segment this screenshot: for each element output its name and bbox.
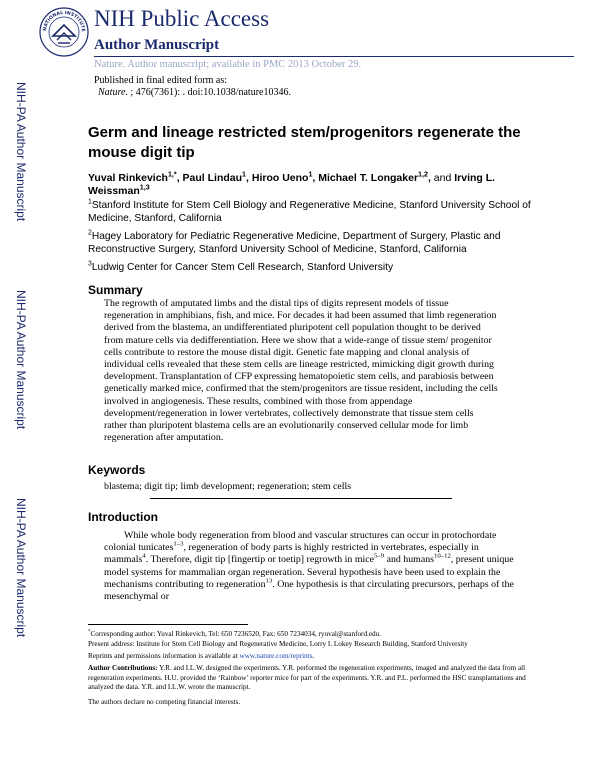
side-banner-middle	[3, 290, 28, 440]
footnote-rule	[88, 624, 248, 625]
author-list: Yuval Rinkevich$^{1,*}$, Paul Lindau$^1$, Hiroo Ueno$^1$, Michael T. Longaker$^{1,2}$, and Irving L. Weissman$^{1,3}$	[88, 170, 496, 197]
affiliation-2	[88, 230, 538, 256]
side-banner-bottom	[3, 498, 28, 648]
affiliation-text: Ludwig Center for Cancer Stem Cell Research, Stanford University	[91, 262, 394, 273]
intro-fragment: . One hypothesis is that circulating precursors, perhaps of the mesenchymal or	[104, 578, 514, 603]
side-banner-text: NIH-PA Author Manuscript	[14, 82, 28, 222]
summary-heading: Summary	[88, 283, 143, 297]
nih-seal-icon	[38, 6, 90, 58]
side-banner-text: NIH-PA Author Manuscript	[14, 498, 28, 638]
citation-details: . ; 476(7361): . doi:10.1038/nature10346.	[125, 87, 291, 98]
author-name: Hiroo Ueno	[251, 172, 309, 184]
summary-text: The regrowth of amputated limbs and the distal tips of digits represent models of tissue regeneration in amphibians, fish, and mice. For decades it had been assumed that limb regeneration derived from the blastema, an undifferentiated pluripotent cell population thought to be derived from mature cells via dedifferentiation. Here we show that a wide-range of tissue stem/ progenitor cells contribute to restore the mouse distal digit. Genetic fate mapping and clonal analysis of individual cells revealed that these stem cells are lineage restricted, mimicking digit growth during development. Transplantation of CFP expressing hematopoietic stem cells, and parabiosis between genetically marked mice, confirmed that the stem/progenitors are tissue resident, including the cells involved in angiogenesis. These results, combined with those from appendage development/regeneration in lower vertebrates, collectively demonstrate that tissue stem cells rather than pluripotent blastema cells are an evolutionarily conserved cellular mode for limb regeneration after amputation.	[104, 298, 498, 444]
header-rule	[94, 56, 574, 57]
footnote-text: .	[312, 652, 315, 660]
section-separator	[150, 498, 452, 499]
intro-fragment: and humans	[384, 554, 435, 566]
citation-ref: 4	[142, 553, 146, 561]
side-banner-top	[3, 82, 28, 232]
article-title: Germ and lineage restricted stem/progenitors regenerate the mouse digit tip	[88, 124, 521, 161]
author-sup: 1,3	[139, 183, 150, 192]
introduction-heading: Introduction	[88, 510, 158, 524]
keywords-heading: Keywords	[88, 463, 146, 477]
citation-ref: 13	[265, 577, 273, 585]
author-contributions-note	[88, 664, 528, 693]
logo-arc-text: NATIONAL INSTITUTE	[42, 10, 86, 32]
author-name: Irving L. Weissman	[88, 172, 496, 197]
author-sup: 1	[308, 170, 313, 179]
footnote-text: Y.R. and I.L.W. designed the experiments. Y.R. performed the regeneration experiments, imaged and analyzed the data from all regeneration experiments. H.U. provided the ‘Rainbow’ reporter mice for part of the experiments. Y.R. and P.L. performed the HSC transplantations and analyzed the data. Y.R. and I.L.W. wrote the manuscript.	[88, 664, 526, 691]
competing-interests-note: The authors declare no competing financial interests.	[88, 698, 241, 706]
side-banner-text: NIH-PA Author Manuscript	[14, 290, 28, 430]
affiliation-sup: 3	[88, 260, 92, 268]
nih-logo	[38, 6, 90, 58]
author-sup: 1,*	[167, 170, 177, 179]
citation-ref: 10–12	[434, 553, 451, 561]
footnote-mark: *	[88, 629, 91, 635]
present-address-note: Present address: Institute for Stem Cell Biology and Regenerative Medicine, Lorry I. Lokey Research Building, Stanford University	[88, 640, 468, 648]
affiliation-1	[88, 199, 538, 225]
intro-fragment: , regeneration of body parts is highly restricted in vertebrates, especially in mammals	[104, 542, 479, 566]
availability-line: Nature. Author manuscript; available in PMC 2013 October 29.	[94, 59, 362, 70]
author-manuscript-label: Author Manuscript	[94, 37, 220, 53]
affiliation-3	[88, 261, 538, 274]
corresponding-author-note	[88, 630, 528, 640]
citation-ref: 5–9	[374, 553, 385, 561]
published-line: Published in final edited form as:	[94, 75, 228, 86]
intro-fragment: , present unique model systems for mammalian organ regeneration. Several hypothesis have been used to explain the mechanisms contributing to regeneration	[104, 554, 514, 590]
journal-name: Nature	[98, 87, 126, 98]
author-sup: 1	[242, 170, 247, 179]
introduction-text	[104, 530, 524, 603]
intro-fragment: While whole body regeneration from blood and vascular structures can occur in protochordate colonial tunicates	[104, 530, 497, 554]
citation-ref: 1–3	[173, 540, 184, 548]
contributions-label: Author Contributions:	[88, 664, 158, 672]
authors-and: and	[433, 172, 452, 184]
affiliation-sup: 2	[88, 229, 92, 237]
affiliation-text: Hagey Laboratory for Pediatric Regenerative Medicine, Department of Surgery, Plastic and Reconstructive Surgery, Stanford University School of Medicine, Stanford, California	[88, 231, 501, 255]
keywords-text: blastema; digit tip; limb development; regeneration; stem cells	[104, 481, 352, 492]
author-name: Yuval Rinkevich	[88, 172, 168, 184]
affiliation-sup: 1	[88, 198, 92, 206]
author-sup: 1,2	[418, 170, 428, 179]
author-name: Michael T. Longaker	[318, 172, 419, 184]
intro-fragment: . Therefore, digit tip [fingertip or toetip] regrowth in mice	[145, 554, 375, 566]
affiliation-text: Stanford Institute for Stem Cell Biology and Regenerative Medicine, Stanford University School of Medicine, Stanford, California	[88, 200, 531, 224]
footnote-text: Reprints and permissions information is available at	[88, 652, 240, 660]
reprints-note	[88, 652, 528, 662]
footnote-text: Corresponding author: Yuval Rinkevich, Tel: 650 7236520, Fax: 650 7234034, ryuval@stanford.edu.	[90, 630, 382, 638]
author-name: Paul Lindau	[182, 172, 243, 184]
citation-line	[98, 87, 291, 99]
nih-public-access-title: NIH Public Access	[94, 6, 270, 31]
reprints-link[interactable]: www.nature.com/reprints	[239, 652, 313, 660]
